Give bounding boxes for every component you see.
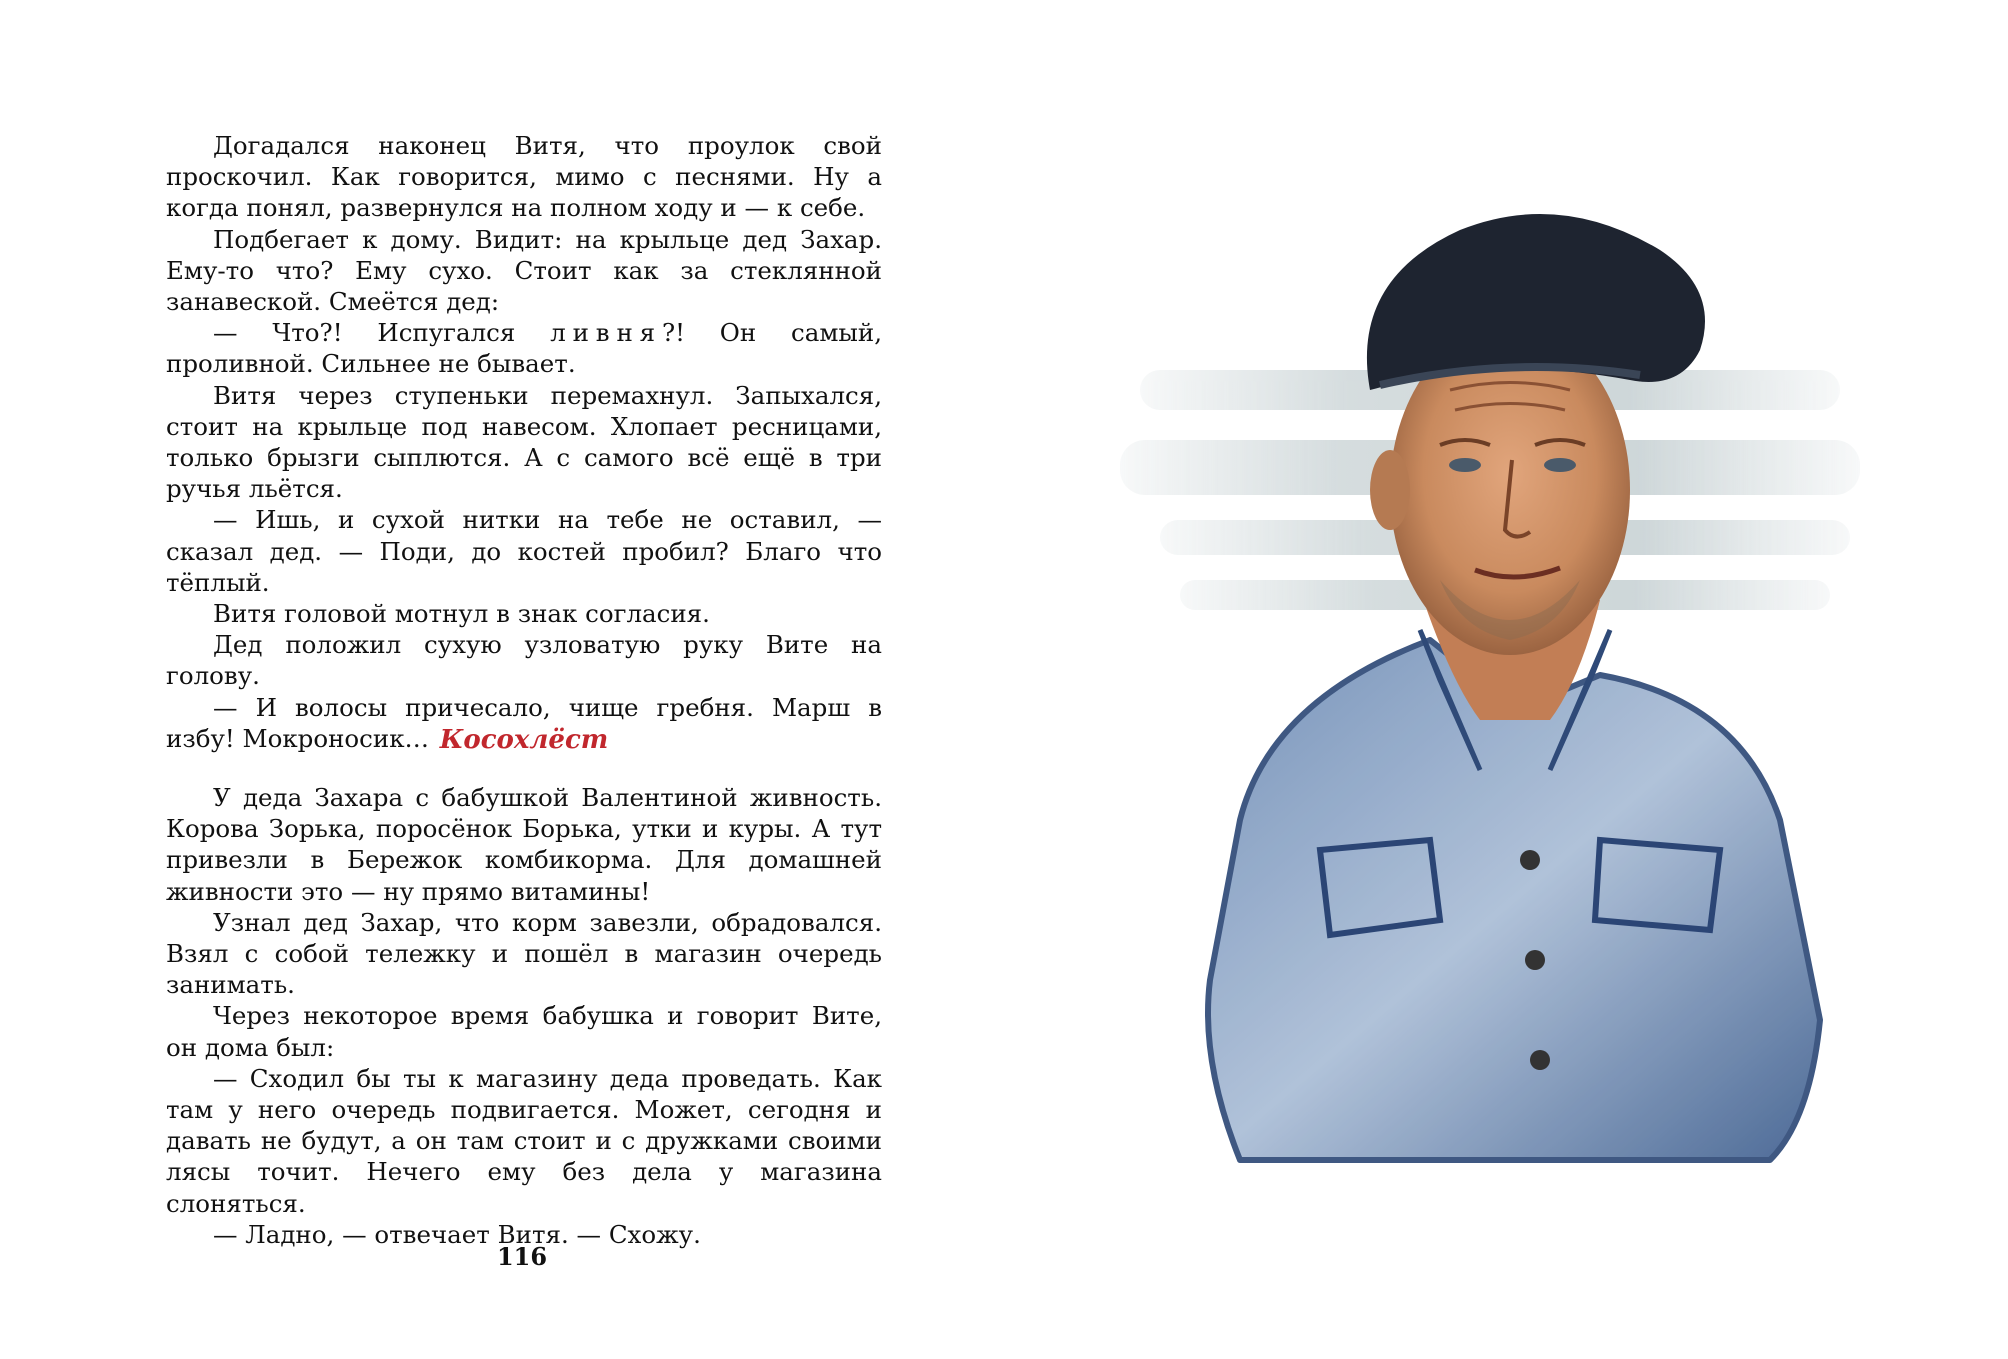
shirt-button bbox=[1520, 850, 1540, 870]
paragraph: Подбегает к дому. Видит: на крыльце дед Захар. Ему-то что? Ему сухо. Стоит как за стеклянной занавеской. Смеётся дед: bbox=[166, 224, 882, 317]
paragraph: Через некоторое время бабушка и говорит Вите, он дома был: bbox=[166, 1001, 882, 1062]
shirt-button bbox=[1525, 950, 1545, 970]
quote-spaced-word: ливня bbox=[550, 318, 662, 348]
shirt-button bbox=[1530, 1050, 1550, 1070]
paragraph: Дед положил сухую узловатую руку Вите на голову. bbox=[166, 630, 882, 691]
eye bbox=[1544, 458, 1576, 472]
paragraph: Догадался наконец Витя, что проулок свой проскочил. Как говорится, мимо с песнями. Ну а когда понял, развернулся на полном ходу и — к себе. bbox=[166, 131, 882, 223]
story-text-1 bbox=[166, 130, 882, 754]
paragraph: У деда Захара с бабушкой Валентиной живность. Корова Зорька, поросёнок Борька, утки и куры. А тут привезли в Бережок комбикорма. Для домашней живности это — ну прямо витамины! bbox=[166, 783, 882, 906]
paragraph: — Сходил бы ты к магазину деда проведать. Как там у него очередь подвигается. Может, сегодня и давать не будут, а он там стоит и с дружками своими лясы точит. Нечего ему без дела у магазина слоняться. bbox=[166, 1063, 882, 1218]
paragraph: — Ладно, — отвечает Витя. — Схожу. bbox=[213, 1219, 701, 1249]
paragraph-quote bbox=[166, 317, 882, 379]
chapter-title: Косохлёст bbox=[439, 725, 609, 755]
eye bbox=[1449, 458, 1481, 472]
quote-after: ?! Он самый, проливной. Сильнее не бывает. bbox=[166, 318, 882, 379]
story-text-2 bbox=[166, 782, 882, 1250]
old-man-portrait-illustration bbox=[1120, 160, 1870, 1220]
quote-before: — Что?! Испугался bbox=[213, 318, 551, 348]
paragraph: — Ишь, и сухой нитки на тебе не оставил, — сказал дед. — Поди, до костей пробил? Благо что тёплый. bbox=[166, 505, 882, 597]
paragraph: Витя через ступеньки перемахнул. Запыхался, стоит на крыльце под навесом. Хлопает ресницами, только брызги сыплются. А с самого всё ещё в три ручья льётся. bbox=[166, 380, 882, 504]
paragraph: Узнал дед Захар, что корм завезли, обрадовался. Взял с собой тележку и пошёл в магазин очередь занимать. bbox=[166, 907, 882, 1000]
page-number: 116 bbox=[496, 1242, 548, 1271]
paragraph: Витя головой мотнул в знак согласия. bbox=[213, 599, 710, 629]
paragraph: — И волосы причесало, чище гребня. Марш в избу! Мокроносик… bbox=[166, 692, 882, 753]
